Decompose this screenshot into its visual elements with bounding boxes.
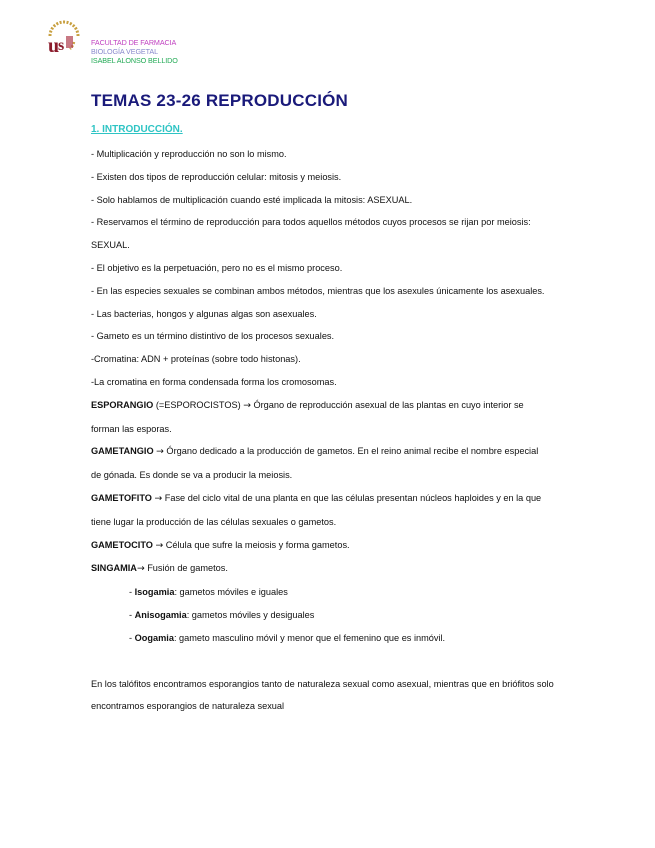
definition-singamia: SINGAMIA→ Fusión de gametos. [91,563,228,575]
section-heading: 1. INTRODUCCIÓN. [91,124,183,135]
bullet-item: - Las bacterias, hongos y algunas algas son asexuales. [91,308,317,319]
arrow-right-icon: → [243,399,251,411]
arrow-right-icon: → [155,539,164,551]
bullet-item: - El objetivo es la perpetuación, pero no es el mismo proceso. [91,262,343,273]
bullet-item: - Solo hablamos de multiplicación cuando esté implicada la mitosis: ASEXUAL. [91,194,413,205]
closing-paragraph-continuation: encontramos esporangios de naturaleza sexual [91,701,285,712]
definition-gametofito: GAMETOFITO → Fase del ciclo vital de una planta en que las células presentan núcleos haploides y en la que [91,492,542,504]
university-seal-icon [44,16,84,54]
definition-term: SINGAMIA [91,563,137,574]
spacer [91,650,621,673]
closing-paragraph: En los talófitos encontramos esporangios tanto de naturaleza sexual como asexual, mientras que en briófitos solo [91,678,554,689]
definition-esporangio: ESPORANGIO (=ESPOROCISTOS) → Órgano de reproducción asexual de las plantas en cuyo interior se [91,399,524,411]
bullet-item: - Multiplicación y reproducción no son lo mismo. [91,149,287,159]
bullet-item: - En las especies sexuales se combinan ambos métodos, mientras que los asexules únicamente los asexuales. [91,285,545,296]
department-name: BIOLOGÍA VEGETAL [91,47,158,56]
bullet-item: - Reservamos el término de reproducción para todos aquellos métodos cuyos procesos se rijan por meiosis: [91,217,531,228]
definition-continuation: de gónada. Es donde se va a producir la meiosis. [91,470,293,481]
document-body [91,143,621,718]
arrow-right-icon: → [154,492,163,504]
svg-text:u: u [48,35,60,54]
bullet-item-continuation: SEXUAL. [91,240,130,251]
arrow-right-icon: → [156,446,164,458]
sub-item-oogamia: - Oogamia: gameto masculino móvil y menor que el femenino que es inmóvil. [129,632,446,643]
svg-text:s: s [58,37,65,54]
page-title: TEMAS 23-26 REPRODUCCIÓN [91,91,349,110]
sub-item-anisogamia: - Anisogamia: gametos móviles y desiguales [129,609,315,620]
faculty-name: FACULTAD DE FARMACIA [91,38,177,47]
author-name: ISABEL ALONSO BELLIDO [91,56,178,65]
definition-gametocito: GAMETOCITO → Célula que sufre la meiosis y forma gametos. [91,539,350,551]
bullet-item: - Gameto es un término distintivo de los procesos sexuales. [91,331,335,342]
bullet-item: -Cromatina: ADN + proteínas (sobre todo histonas). [91,354,301,365]
sub-item-isogamia: - Isogamia: gametos móviles e iguales [129,587,288,598]
definition-continuation: forman las esporas. [91,423,172,434]
definition-term: GAMETOFITO [91,492,152,503]
bullet-item: -La cromatina en forma condensada forma los cromosomas. [91,376,337,387]
definition-term: GAMETOCITO [91,539,153,550]
definition-continuation: tiene lugar la producción de las células sexuales o gametos. [91,516,337,527]
header-organization [91,38,178,65]
definition-term: ESPORANGIO [91,399,154,410]
arrow-right-icon: → [136,563,145,575]
definition-term: GAMETANGIO [91,446,154,457]
bullet-item: - Existen dos tipos de reproducción celular: mitosis y meiosis. [91,171,342,182]
definition-gametangio: GAMETANGIO → Órgano dedicado a la producción de gametos. En el reino animal recibe el nombre especial [91,446,539,458]
